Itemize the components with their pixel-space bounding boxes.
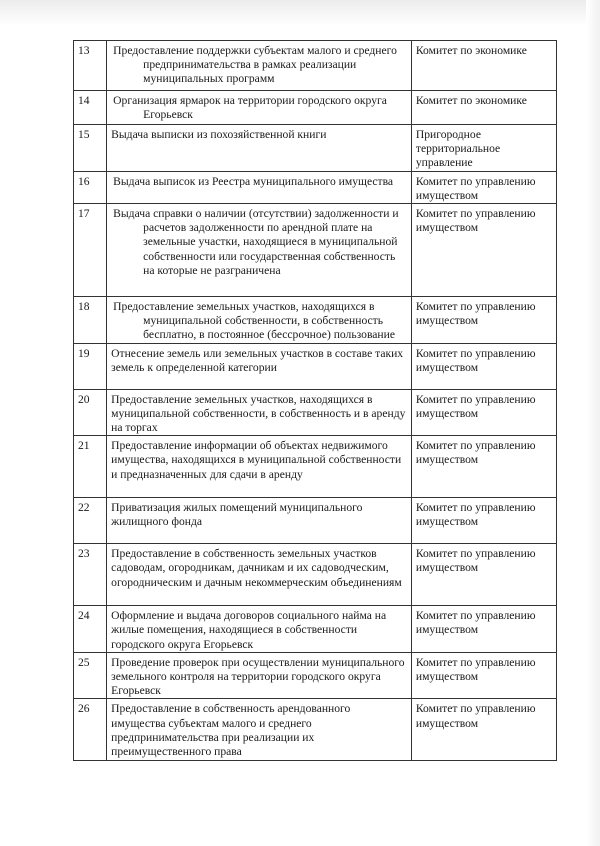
responsible-department: Комитет по управлению имуществом xyxy=(411,297,556,344)
table-row xyxy=(74,606,557,653)
service-name: Предоставление земельных участков, находящихся в муниципальной собственности, в собственность бесплатно, в постоянное (бессрочное) пользование xyxy=(107,297,412,344)
service-name: Предоставление в собственность земельных участков садоводам, огородникам, дачникам и их садоводческим, огородническим и дачным некоммерческим объединениям xyxy=(107,544,412,606)
row-number: 20 xyxy=(74,389,107,436)
table-row xyxy=(74,171,557,203)
table-row xyxy=(74,91,557,125)
table-row xyxy=(74,699,557,761)
responsible-department: Комитет по управлению имуществом xyxy=(411,699,556,761)
table-row xyxy=(74,652,557,699)
responsible-department: Комитет по управлению имуществом xyxy=(411,171,556,203)
service-name: Предоставление информации об объектах недвижимого имущества, находящихся в муниципальной собственности и предназначенных для сдачи в аренду xyxy=(107,436,412,498)
responsible-department: Комитет по управлению имуществом xyxy=(411,389,556,436)
responsible-department: Пригородное территориальное управление xyxy=(411,125,556,172)
responsible-department: Комитет по управлению имуществом xyxy=(411,606,556,653)
responsible-department: Комитет по управлению имуществом xyxy=(411,544,556,606)
service-name: Отнесение земель или земельных участков в составе таких земель к определенной категории xyxy=(107,343,412,389)
row-number: 17 xyxy=(74,204,107,297)
responsible-department: Комитет по управлению имуществом xyxy=(411,652,556,699)
table-row xyxy=(74,544,557,606)
responsible-department: Комитет по экономике xyxy=(411,41,556,91)
table-row xyxy=(74,389,557,436)
responsible-department: Комитет по управлению имуществом xyxy=(411,436,556,498)
service-name: Выдача выписки из похозяйственной книги xyxy=(107,125,412,172)
row-number: 19 xyxy=(74,343,107,389)
row-number: 15 xyxy=(74,125,107,172)
service-name: Приватизация жилых помещений муниципального жилищного фонда xyxy=(107,498,412,544)
service-name: Оформление и выдача договоров социального найма на жилые помещения, находящиеся в собственности городского округа Егорьевск xyxy=(107,606,412,653)
row-number: 26 xyxy=(74,699,107,761)
service-name: Предоставление поддержки субъектам малого и среднего предпринимательства в рамках реализации муниципальных программ xyxy=(107,41,412,91)
row-number: 13 xyxy=(74,41,107,91)
row-number: 18 xyxy=(74,297,107,344)
scan-shadow-top xyxy=(0,0,600,26)
row-number: 21 xyxy=(74,436,107,498)
service-name: Организация ярмарок на территории городского округа Егорьевск xyxy=(107,91,412,125)
service-name: Выдача выписок из Реестра муниципального имущества xyxy=(107,171,412,203)
service-name: Выдача справки о наличии (отсутствии) задолженности и расчетов задолженности по арендной плате на земельные участки, находящиеся в муниципальной собственности или государственная собственность на которые не разграничена xyxy=(107,204,412,297)
services-table xyxy=(73,40,557,761)
row-number: 14 xyxy=(74,91,107,125)
responsible-department: Комитет по экономике xyxy=(411,91,556,125)
row-number: 16 xyxy=(74,171,107,203)
table-row xyxy=(74,297,557,344)
table-row xyxy=(74,436,557,498)
service-name: Предоставление земельных участков, находящихся в муниципальной собственности, в собственность и в аренду на торгах xyxy=(107,389,412,436)
row-number: 25 xyxy=(74,652,107,699)
responsible-department: Комитет по управлению имуществом xyxy=(411,498,556,544)
responsible-department: Комитет по управлению имуществом xyxy=(411,343,556,389)
service-name: Предоставление в собственность арендованного имущества субъектам малого и среднего предпринимательства при реализации их преимущественного права xyxy=(107,699,412,761)
table-row xyxy=(74,204,557,297)
row-number: 23 xyxy=(74,544,107,606)
table-row xyxy=(74,498,557,544)
responsible-department: Комитет по управлению имуществом xyxy=(411,204,556,297)
table-row xyxy=(74,343,557,389)
row-number: 24 xyxy=(74,606,107,653)
service-name: Проведение проверок при осуществлении муниципального земельного контроля на территории городского округа Егорьевск xyxy=(107,652,412,699)
row-number: 22 xyxy=(74,498,107,544)
table-row xyxy=(74,125,557,172)
scan-shadow-right xyxy=(586,0,600,846)
table-row xyxy=(74,41,557,91)
